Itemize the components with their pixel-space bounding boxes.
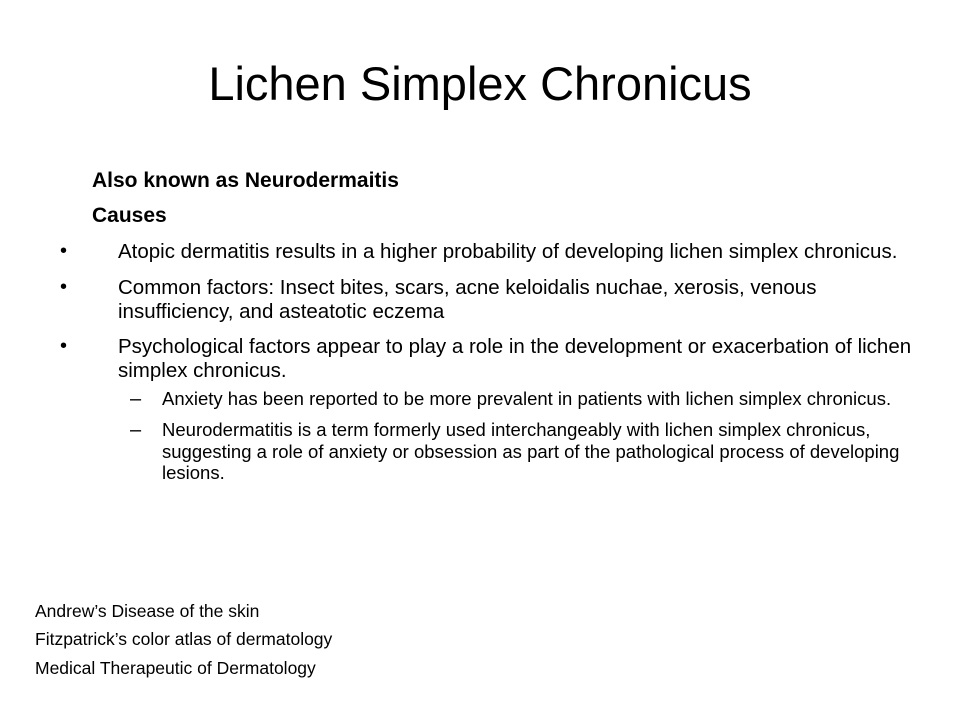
sub-bullet-marker: –	[130, 419, 142, 442]
bullet-item	[60, 335, 922, 483]
references	[35, 598, 635, 683]
bullet-text: Psychological factors appear to play a role in the development or exacerbation of lichen simplex chronicus.	[118, 335, 912, 382]
bullet-item	[60, 240, 922, 264]
bullet-item	[60, 275, 922, 323]
causes-heading: Causes	[92, 204, 167, 228]
causes-list	[60, 240, 922, 483]
reference-item: Medical Therapeutic of Dermatology	[35, 657, 316, 678]
reference-item: Fitzpatrick’s color atlas of dermatology	[35, 629, 333, 650]
sub-list	[118, 388, 922, 483]
slide-body	[60, 168, 922, 495]
sub-bullet-item	[118, 419, 922, 483]
bullet-marker: •	[60, 275, 68, 298]
sub-bullet-text: Neurodermatitis is a term formerly used interchangeably with lichen simplex chronicus, suggesting a role of anxiety or obsession as part of the pathological process of developing lesions.	[162, 419, 900, 483]
reference-item: Andrew’s Disease of the skin	[35, 601, 260, 621]
aka-heading: Also known as Neurodermaitis	[92, 169, 399, 192]
bullet-text: Common factors: Insect bites, scars, acne keloidalis nuchae, xerosis, venous insufficiency, and asteatotic eczema	[118, 275, 817, 323]
bullet-marker: •	[60, 335, 68, 358]
sub-bullet-marker: –	[130, 388, 142, 411]
slide-title: Lichen Simplex Chronicus	[208, 57, 752, 110]
sub-bullet-item	[118, 388, 922, 409]
sub-bullet-text: Anxiety has been reported to be more prevalent in patients with lichen simplex chronicus.	[162, 388, 892, 410]
bullet-text: Atopic dermatitis results in a higher probability of developing lichen simplex chronicus.	[118, 240, 898, 264]
bullet-marker: •	[60, 240, 68, 263]
